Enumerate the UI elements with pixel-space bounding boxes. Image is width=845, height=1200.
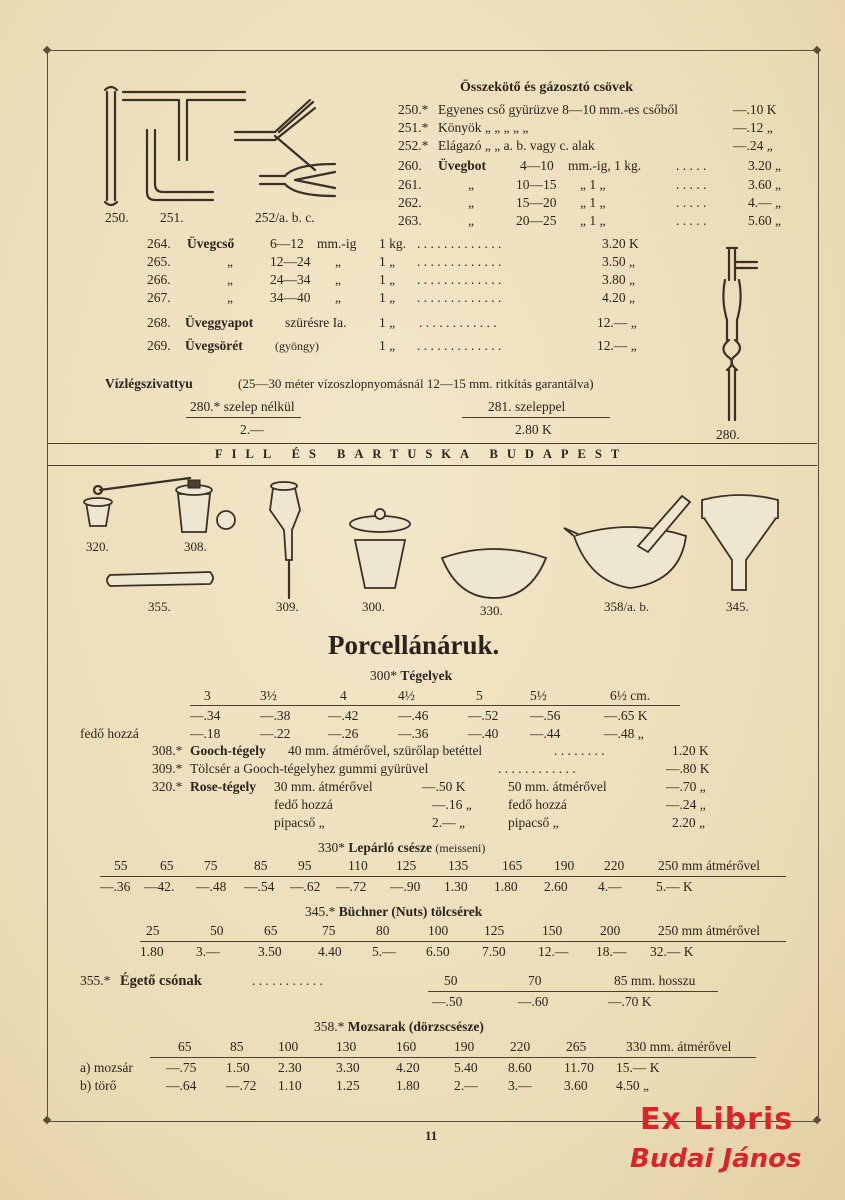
price-cell: —.18 [190, 726, 221, 741]
price-cell: —.22 [260, 726, 291, 741]
price-cell: —.64 [166, 1078, 197, 1093]
price-cell: 1.80 [140, 944, 164, 959]
size-cell: 75 [204, 858, 218, 873]
size-cell: 50 [444, 973, 458, 988]
size-cell: 265 [566, 1039, 587, 1054]
size-cell: 200 [600, 923, 621, 938]
subsection-title: 330* Lepárló csésze (meisseni) [318, 840, 486, 855]
price-cell: —.40 [468, 726, 499, 741]
divider [190, 705, 680, 706]
price-cell: —.36 [398, 726, 429, 741]
price-cell: 2.60 [544, 879, 568, 894]
price-cell: —.56 [530, 708, 561, 723]
size-cell: 85 [254, 858, 268, 873]
size-cell: 330 mm. átmérővel [626, 1039, 732, 1054]
price-cell: —.44 [530, 726, 561, 741]
price-cell: 1.80 [396, 1078, 420, 1093]
size-cell: 55 [114, 858, 128, 873]
divider [428, 991, 718, 992]
size-cell: 75 [322, 923, 336, 938]
size-cell: 85 mm. hosszu [614, 973, 696, 988]
price-cell: —.70 K [608, 994, 652, 1009]
price-cell: —.60 [518, 994, 549, 1009]
fig-label: 320. [86, 539, 109, 554]
size-cell: 250 mm átmérővel [658, 923, 760, 938]
divider [186, 417, 301, 418]
price-cell: 12.— [538, 944, 569, 959]
size-cell: 220 [510, 1039, 531, 1054]
price-cell: —.65 K [604, 708, 648, 723]
price-cell: 3.50 [258, 944, 282, 959]
price-cell: —.52 [468, 708, 499, 723]
price-cell: —.48 [196, 879, 227, 894]
size-cell: 250 mm átmérővel [658, 858, 760, 873]
subsection-title: 358.* Mozsarak (dörzscsésze) [314, 1019, 484, 1034]
fig-label: 330. [480, 603, 503, 618]
porcelain-illustrations [70, 470, 770, 630]
price-cell: 15.— K [616, 1060, 660, 1075]
fig-label: 280. [716, 427, 740, 442]
size-cell: 25 [146, 923, 160, 938]
price-cell: 5.— K [656, 879, 693, 894]
page-number: 11 [425, 1128, 438, 1143]
divider [48, 465, 817, 466]
price-cell: —.34 [190, 708, 221, 723]
section-title: Porcellánáruk. [328, 630, 500, 660]
size-cell: 65 [178, 1039, 192, 1054]
price-cell: 32.— K [650, 944, 694, 959]
fig-label: 358/a. b. [604, 599, 650, 614]
price-cell: 18.— [596, 944, 627, 959]
price-cell: 5.40 [454, 1060, 478, 1075]
size-cell: 150 [542, 923, 563, 938]
size-cell: 100 [428, 923, 449, 938]
size-cell: 100 [278, 1039, 299, 1054]
price-cell: 11.70 [564, 1060, 594, 1075]
price-cell: 8.60 [508, 1060, 532, 1075]
price-cell: —.50 [432, 994, 463, 1009]
fig-label: 308. [184, 539, 207, 554]
price-cell: 4.20 [396, 1060, 420, 1075]
price-cell: 3.30 [336, 1060, 360, 1075]
price-cell: 4.— [598, 879, 622, 894]
price-cell: 3.— [196, 944, 220, 959]
price-cell: —.72 [336, 879, 367, 894]
size-cell: 125 [396, 858, 417, 873]
size-cell: 70 [528, 973, 542, 988]
price-cell: 6.50 [426, 944, 450, 959]
price-cell: 4.40 [318, 944, 342, 959]
glass-tubes-illustration [95, 80, 365, 210]
fig-label: 250. [105, 210, 129, 225]
company-banner: FILL ÉS BARTUSKA BUDAPEST [215, 447, 629, 461]
fig-label: 309. [276, 599, 299, 614]
size-cell: 125 [484, 923, 505, 938]
size-cell: 50 [210, 923, 224, 938]
pump-description: (25—30 méter vízoszlopnyomásnál 12—15 mm. ritkítás garantálva) [238, 376, 594, 391]
pump-name: Vízlégszivattyu [105, 376, 193, 391]
size-cell: 3½ [260, 688, 277, 703]
size-cell: 65 [264, 923, 278, 938]
size-cell: 160 [396, 1039, 417, 1054]
size-cell: 6½ cm. [610, 688, 651, 703]
price-cell: 1.10 [278, 1078, 302, 1093]
subsection-title: 300* Tégelyek [370, 668, 453, 683]
price-cell: 1.50 [226, 1060, 250, 1075]
price-cell: —.36 [100, 879, 131, 894]
fig-label: 300. [362, 599, 385, 614]
pump-price-1: 2.— [240, 422, 264, 437]
pump-price-2: 2.80 K [515, 422, 552, 437]
price-cell: —.62 [290, 879, 321, 894]
fig-label: 345. [726, 599, 749, 614]
divider [462, 417, 610, 418]
size-cell: 80 [376, 923, 390, 938]
price-cell: 7.50 [482, 944, 506, 959]
size-cell: 130 [336, 1039, 357, 1054]
size-cell: 3 [204, 688, 211, 703]
divider [150, 1057, 756, 1058]
price-cell: —.75 [166, 1060, 197, 1075]
price-cell: 5.— [372, 944, 396, 959]
exlibris-line-1: Ex Libris [640, 1102, 794, 1137]
fig-label: 251. [160, 210, 184, 225]
pump-option-2: 281. szeleppel [488, 399, 566, 414]
price-cell: —.72 [226, 1078, 257, 1093]
size-cell: 190 [454, 1039, 475, 1054]
size-cell: 4½ [398, 688, 415, 703]
price-cell: 3.— [508, 1078, 532, 1093]
price-cell: —.54 [244, 879, 275, 894]
price-cell: —.48 „ [604, 726, 644, 741]
size-cell: 4 [340, 688, 347, 703]
price-cell: 1.80 [494, 879, 518, 894]
size-cell: 135 [448, 858, 469, 873]
size-cell: 220 [604, 858, 625, 873]
price-cell: —.46 [398, 708, 429, 723]
price-cell: 1.30 [444, 879, 468, 894]
subsection-title: 345.* Büchner (Nuts) tölcsérek [305, 904, 483, 919]
water-vacuum-pump-illustration [705, 240, 765, 425]
price-cell: —.26 [328, 726, 359, 741]
exlibris-line-2: Budai János [630, 1144, 802, 1174]
size-cell: 65 [160, 858, 174, 873]
price-cell: 4.50 „ [616, 1078, 649, 1093]
price-cell: —.42 [328, 708, 359, 723]
price-cell: 2.30 [278, 1060, 302, 1075]
section-title: Összekötő és gázosztó csövek [460, 80, 634, 95]
price-cell: —.90 [390, 879, 421, 894]
price-cell: 2.— [454, 1078, 478, 1093]
size-cell: 5½ [530, 688, 547, 703]
size-cell: 95 [298, 858, 312, 873]
fig-label: 355. [148, 599, 171, 614]
price-cell: —.38 [260, 708, 291, 723]
size-cell: 190 [554, 858, 575, 873]
divider [48, 443, 817, 444]
price-cell: 3.60 [564, 1078, 588, 1093]
price-cell: —42. [144, 879, 175, 894]
divider [140, 941, 786, 942]
pump-option-1: 280.* szelep nélkül [190, 399, 295, 414]
size-cell: 5 [476, 688, 483, 703]
divider [100, 876, 786, 877]
size-cell: 165 [502, 858, 523, 873]
price-cell: 1.25 [336, 1078, 360, 1093]
size-cell: 110 [348, 858, 368, 873]
size-cell: 85 [230, 1039, 244, 1054]
fig-label: 252/a. b. c. [255, 210, 315, 225]
